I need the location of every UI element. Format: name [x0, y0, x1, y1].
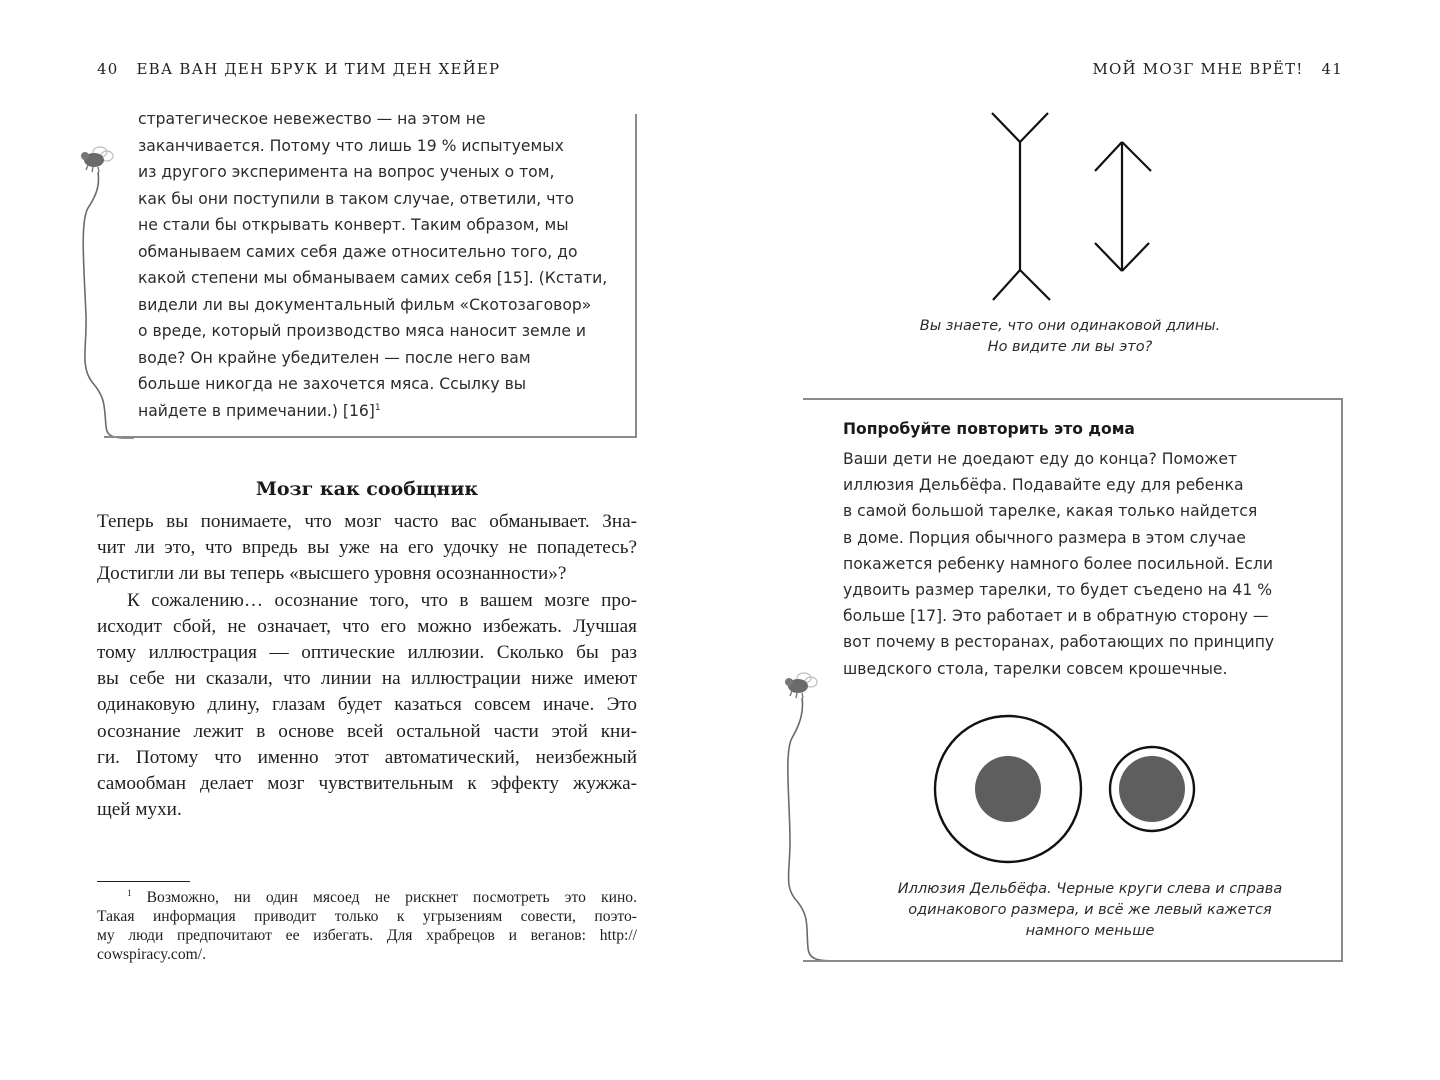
sidebar-line: больше никогда не захочется мяса. Ссылку вы: [138, 375, 527, 393]
box-line: вот почему в ресторанах, работающих по принципу: [843, 633, 1275, 652]
sidebar-line: обманываем самих себя даже относительно того, до: [138, 242, 578, 261]
footnote-ref[interactable]: 1: [374, 402, 381, 413]
footnote-link[interactable]: cowspiracy.com/.: [97, 946, 206, 963]
sidebar-box-text: [138, 106, 618, 424]
footnote-line: Такая информация приводит только к угрызениям совести, поэто-: [97, 908, 637, 925]
body-line: самообман делает мозг чувствительным к эффекту жужжа-: [97, 773, 637, 795]
caption-line: намного меньше: [1025, 923, 1155, 939]
box-line: удвоить размер тарелки, то будет съедено на 41 %: [843, 581, 1273, 600]
sidebar-line: какой степени мы обманываем самих себя [15]. (Кстати,: [138, 269, 608, 287]
body-text: [97, 509, 637, 823]
caption-line: Иллюзия Дельбёфа. Черные круги слева и справа: [897, 881, 1283, 897]
try-at-home-box: [803, 398, 1343, 962]
body-line: Достигли ли вы теперь «высшего уровня осознанности»?: [97, 563, 567, 585]
footnote-marker: 1: [127, 887, 132, 898]
footnote: [97, 888, 637, 964]
body-line: щей мухи.: [97, 799, 182, 821]
illusion-caption: [880, 316, 1260, 358]
box-line: в самой большой тарелке, какая только найдется: [843, 502, 1258, 521]
box-line: больше [17]. Это работает и в обратную сторону —: [843, 607, 1269, 626]
footnote-divider: [97, 881, 190, 882]
sidebar-line-text: найдете в примечании.) [16]: [138, 401, 375, 420]
body-line: Теперь вы понимаете, что мозг часто вас обманывает. Зна-: [97, 511, 637, 532]
box-body: [843, 446, 1323, 682]
page-number: 41: [1321, 60, 1343, 78]
body-line: исходит сбой, не означает, что его можно избежать. Лучшая: [97, 615, 637, 637]
caption-line: Вы знаете, что они одинаковой длины.: [919, 318, 1221, 334]
sidebar-line: из другого эксперимента на вопрос ученых о том,: [138, 163, 555, 181]
body-line: ги. Потому что именно этот автоматический, неизбежный: [97, 746, 637, 768]
sidebar-line: не стали бы открывать конверт. Таким образом, мы: [138, 216, 569, 234]
sidebar-line: воде? Он крайне убедителен — после него вам: [138, 348, 531, 367]
sidebar-line: заканчивается. Потому что лишь 19 % испытуемых: [138, 136, 564, 155]
body-line: одинаковую длину, глазам будет казаться совсем иначе. Это: [97, 694, 637, 716]
body-line: чит ли это, что впредь вы уже на его удочку не попадетесь?: [97, 537, 637, 559]
right-page: [720, 0, 1440, 1080]
running-head-left: [97, 60, 500, 78]
sidebar-line: стратегическое невежество — на этом не: [138, 110, 486, 128]
section-heading: Мозг как сообщник: [255, 478, 479, 500]
body-line: осознание лежит в основе всей остальной части этой кни-: [97, 720, 637, 742]
sidebar-line: о вреде, который производство мяса наносит земле и: [138, 322, 587, 340]
sidebar-box: [104, 110, 637, 438]
box-title: Попробуйте повторить это дома: [843, 420, 1135, 438]
sidebar-line: как бы они поступили в таком случае, ответили, что: [138, 189, 575, 208]
body-line: вы себе ни сказали, что линии на иллюстрации ниже имеют: [97, 668, 637, 690]
muller-lyer-illusion: [980, 100, 1200, 310]
body-line: тому иллюстрация — оптические иллюзии. Сколько бы раз: [97, 642, 637, 664]
running-head-title: МОЙ МОЗГ МНЕ ВРЁТ!: [1092, 60, 1304, 78]
running-head-right: [1092, 60, 1343, 78]
page-number: 40: [97, 60, 119, 78]
footnote-line-text: Возможно, ни один мясоед не рискнет посмотреть это кино.: [146, 889, 637, 906]
box-line: шведского стола, тарелки совсем крошечные.: [843, 659, 1228, 678]
delboeuf-illusion: [930, 712, 1210, 872]
footnote-line: [97, 888, 637, 907]
box-line: покажется ребенку намного более посильной. Если: [843, 554, 1273, 573]
box-line: в доме. Порция обычного размера в этом случае: [843, 528, 1246, 547]
box-line: иллюзия Дельбёфа. Подавайте еду для ребенка: [843, 476, 1244, 495]
body-line: К сожалению… осознание того, что в вашем мозге про-: [127, 589, 637, 611]
running-head-title: ЕВА ВАН ДЕН БРУК И ТИМ ДЕН ХЕЙЕР: [136, 60, 501, 78]
sidebar-line: видели ли вы документальный фильм «Скотозаговор»: [138, 295, 592, 314]
footnote-line: му люди предпочитают ее избегать. Для храбрецов и веганов: http://: [97, 927, 637, 944]
caption-line: одинакового размера, и всё же левый кажется: [908, 902, 1272, 918]
delboeuf-caption: [830, 879, 1350, 942]
box-line: Ваши дети не доедают еду до конца? Поможет: [843, 450, 1238, 468]
sidebar-line: [138, 398, 618, 425]
caption-line: Но видите ли вы это?: [987, 339, 1153, 355]
